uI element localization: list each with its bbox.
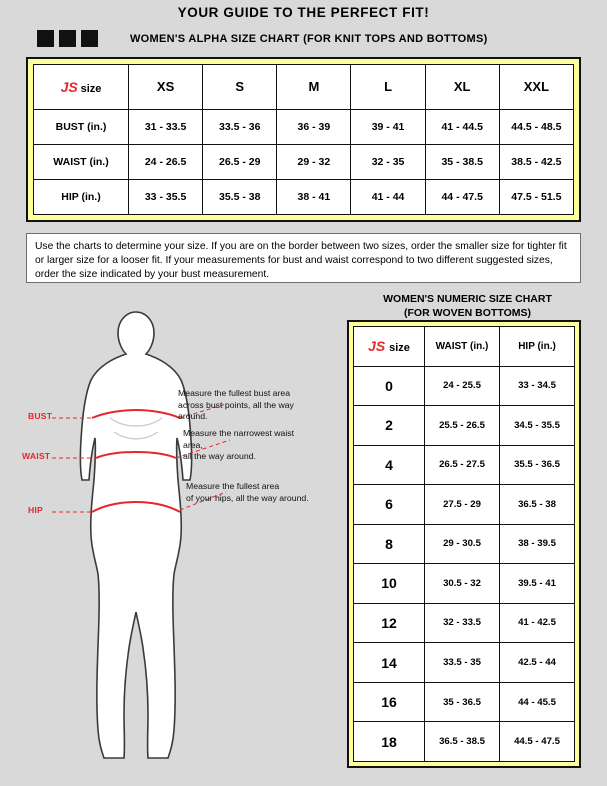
decorative-squares <box>37 30 98 47</box>
numeric-brand-size-header <box>354 327 425 367</box>
waist-10: 30.5 - 32 <box>425 564 500 604</box>
waist-callout <box>183 428 313 463</box>
size-16: 16 <box>354 682 425 722</box>
hip-callout-line1: Measure the fullest area <box>186 481 280 491</box>
hip-4: 35.5 - 36.5 <box>500 445 575 485</box>
hip-callout <box>186 481 316 504</box>
page-title: YOUR GUIDE TO THE PERFECT FIT! <box>177 5 430 20</box>
table-row <box>34 179 574 214</box>
js-logo: JS <box>60 78 78 95</box>
waist-callout-line1: Measure the narrowest waist area, <box>183 428 295 450</box>
cell-bust-xxl: 44.5 - 48.5 <box>499 109 573 144</box>
waist-label: WAIST <box>22 451 51 461</box>
cell-bust-xs: 31 - 33.5 <box>129 109 203 144</box>
row-label-bust: BUST (in.) <box>34 109 129 144</box>
size-0: 0 <box>354 366 425 406</box>
hip-18: 44.5 - 47.5 <box>500 722 575 762</box>
hip-14: 42.5 - 44 <box>500 643 575 683</box>
col-header-hip: HIP (in.) <box>500 327 575 367</box>
col-header-xxl: XXL <box>499 65 573 110</box>
table-row <box>354 603 575 643</box>
brand-size-header <box>34 65 129 110</box>
bust-callout-line1: Measure the fullest bust area <box>178 388 291 398</box>
table-row <box>354 643 575 683</box>
table-row <box>354 524 575 564</box>
table-row <box>354 366 575 406</box>
hip-callout-line2: of your hips, all the way around. <box>186 492 309 503</box>
size-12: 12 <box>354 603 425 643</box>
square-2 <box>59 30 76 47</box>
table-row <box>354 722 575 762</box>
hip-10: 39.5 - 41 <box>500 564 575 604</box>
hip-8: 38 - 39.5 <box>500 524 575 564</box>
cell-waist-xxl: 38.5 - 42.5 <box>499 144 573 179</box>
numeric-chart-caption <box>345 292 590 320</box>
table-header-row <box>354 327 575 367</box>
row-label-hip: HIP (in.) <box>34 179 129 214</box>
hip-12: 41 - 42.5 <box>500 603 575 643</box>
cell-bust-l: 39 - 41 <box>351 109 425 144</box>
square-3 <box>81 30 98 47</box>
col-header-m: M <box>277 65 351 110</box>
cell-bust-s: 33.5 - 36 <box>203 109 277 144</box>
size-8: 8 <box>354 524 425 564</box>
cell-hip-l: 41 - 44 <box>351 179 425 214</box>
col-header-l: L <box>351 65 425 110</box>
hip-2: 34.5 - 35.5 <box>500 406 575 446</box>
measurement-figure <box>22 300 310 770</box>
cell-hip-xl: 44 - 47.5 <box>425 179 499 214</box>
numeric-size-table <box>353 326 575 762</box>
row-label-waist: WAIST (in.) <box>34 144 129 179</box>
waist-4: 26.5 - 27.5 <box>425 445 500 485</box>
numeric-caption-line2: (FOR WOVEN BOTTOMS) <box>404 307 531 320</box>
numeric-caption-line1: WOMEN'S NUMERIC SIZE CHART <box>383 293 552 305</box>
alpha-size-table <box>33 64 574 215</box>
table-row <box>354 445 575 485</box>
size-word: size <box>389 342 410 355</box>
body-outline <box>80 312 191 758</box>
col-header-waist: WAIST (in.) <box>425 327 500 367</box>
waist-18: 36.5 - 38.5 <box>425 722 500 762</box>
hip-16: 44 - 45.5 <box>500 682 575 722</box>
hip-label: HIP <box>28 505 43 515</box>
cell-waist-xs: 24 - 26.5 <box>129 144 203 179</box>
size-18: 18 <box>354 722 425 762</box>
hip-0: 33 - 34.5 <box>500 366 575 406</box>
bust-callout-line2: across bust points, all the way around. <box>178 399 294 422</box>
cell-bust-xl: 41 - 44.5 <box>425 109 499 144</box>
waist-12: 32 - 33.5 <box>425 603 500 643</box>
cell-hip-s: 35.5 - 38 <box>203 179 277 214</box>
numeric-size-chart <box>347 320 581 768</box>
cell-bust-m: 36 - 39 <box>277 109 351 144</box>
waist-2: 25.5 - 26.5 <box>425 406 500 446</box>
bust-callout <box>178 388 308 423</box>
bust-label: BUST <box>28 411 53 421</box>
table-row <box>34 144 574 179</box>
cell-waist-xl: 35 - 38.5 <box>425 144 499 179</box>
size-14: 14 <box>354 643 425 683</box>
waist-8: 29 - 30.5 <box>425 524 500 564</box>
table-row <box>354 564 575 604</box>
waist-14: 33.5 - 35 <box>425 643 500 683</box>
waist-16: 35 - 36.5 <box>425 682 500 722</box>
alpha-size-chart <box>26 57 581 222</box>
table-row <box>34 109 574 144</box>
waist-6: 27.5 - 29 <box>425 485 500 525</box>
hip-6: 36.5 - 38 <box>500 485 575 525</box>
waist-0: 24 - 25.5 <box>425 366 500 406</box>
cell-waist-l: 32 - 35 <box>351 144 425 179</box>
table-row <box>354 485 575 525</box>
js-logo: JS <box>368 338 386 355</box>
table-header-row <box>34 65 574 110</box>
cell-waist-m: 29 - 32 <box>277 144 351 179</box>
cell-waist-s: 26.5 - 29 <box>203 144 277 179</box>
size-4: 4 <box>354 445 425 485</box>
col-header-xl: XL <box>425 65 499 110</box>
cell-hip-xs: 33 - 35.5 <box>129 179 203 214</box>
waist-callout-line2: all the way around. <box>183 451 256 462</box>
col-header-xs: XS <box>129 65 203 110</box>
cell-hip-xxl: 47.5 - 51.5 <box>499 179 573 214</box>
table-row <box>354 406 575 446</box>
sizing-note: Use the charts to determine your size. If you are on the border between two sizes, order the smaller size for tighter fit or larger size for a looser fit. If your measurements for bust and waist correspond to two different suggested sizes, order the size indicated by your bust measurement. <box>26 233 581 283</box>
female-body-diagram <box>50 300 310 770</box>
size-word: size <box>80 82 102 95</box>
col-header-s: S <box>203 65 277 110</box>
table-row <box>354 682 575 722</box>
alpha-chart-caption: WOMEN'S ALPHA SIZE CHART (FOR KNIT TOPS AND BOTTOMS) <box>130 33 488 45</box>
size-2: 2 <box>354 406 425 446</box>
square-1 <box>37 30 54 47</box>
size-10: 10 <box>354 564 425 604</box>
cell-hip-m: 38 - 41 <box>277 179 351 214</box>
size-6: 6 <box>354 485 425 525</box>
